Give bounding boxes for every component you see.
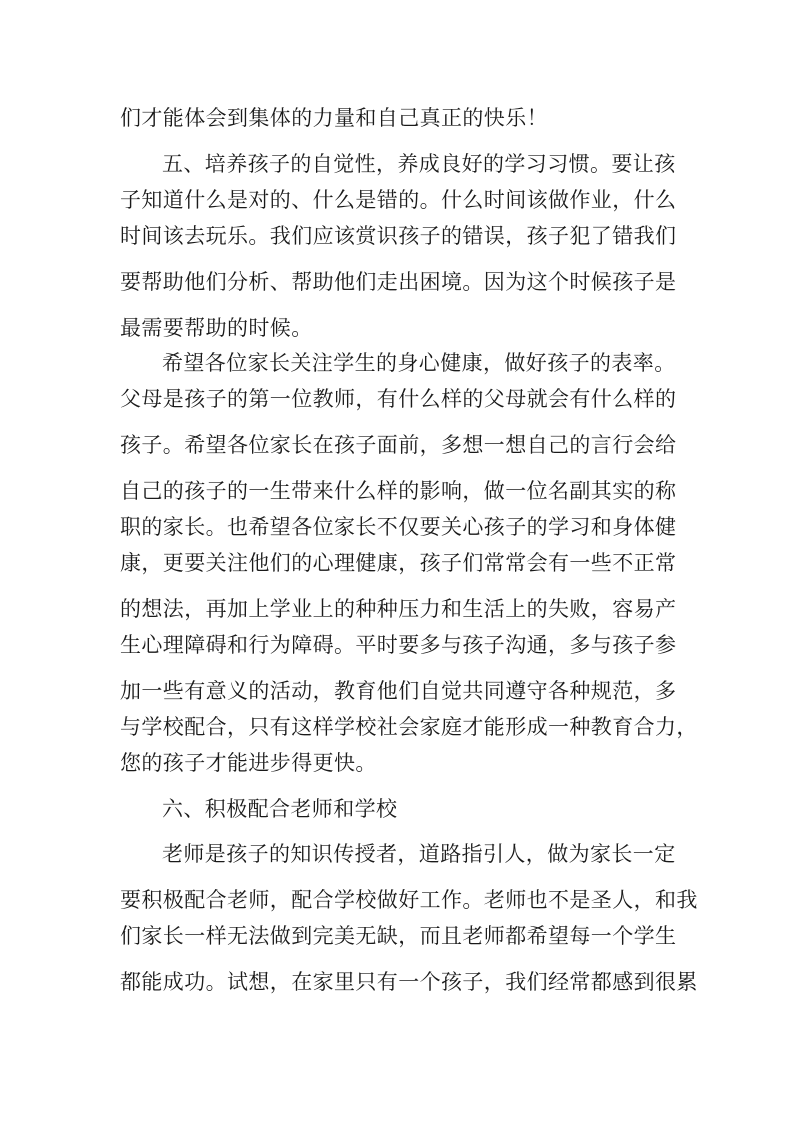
text-line: 父母是孩子的第一位教师，有什么样的父母就会有什么样的: [120, 387, 677, 411]
paragraph-start-line: 希望各位家长关注学生的身心健康，做好孩子的表率。: [162, 351, 676, 375]
text-line: 孩子。希望各位家长在孩子面前，多想一想自己的言行会给: [120, 433, 677, 457]
text-line: 职的家长。也希望各位家长不仅要关心孩子的学习和身体健: [120, 515, 677, 539]
text-line: 生心理障碍和行为障碍。平时要多与孩子沟通，多与孩子参: [120, 633, 677, 657]
text-line: 与学校配合，只有这样学校社会家庭才能形成一种教育合力，: [120, 715, 698, 739]
text-line: 要帮助他们分析、帮助他们走出困境。因为这个时候孩子是: [120, 270, 677, 294]
text-line: 都能成功。试想，在家里只有一个孩子，我们经常都感到很累: [120, 970, 698, 994]
text-line: 您的孩子才能进步得更快。: [120, 751, 377, 775]
text-line: 要积极配合老师，配合学校做好工作。老师也不是圣人，和我: [120, 888, 698, 912]
text-line: 康，更要关注他们的心理健康，孩子们常常会有一些不正常: [120, 551, 677, 575]
text-line: 自己的孩子的一生带来什么样的影响，做一位名副其实的称: [120, 479, 677, 503]
text-line: 的想法，再加上学业上的种种压力和生活上的失败，容易产: [120, 597, 677, 621]
text-line: 最需要帮助的时候。: [120, 316, 313, 340]
paragraph-start-line: 老师是孩子的知识传授者，道路指引人，做为家长一定: [162, 842, 676, 866]
section-five-heading-line: 五、培养孩子的自觉性，养成良好的学习习惯。要让孩: [162, 152, 676, 176]
text-line: 子知道什么是对的、什么是错的。什么时间该做作业，什么: [120, 188, 677, 212]
section-six-heading-line: 六、积极配合老师和学校: [162, 797, 398, 821]
text-line: 们才能体会到集体的力量和自己真正的快乐！: [120, 106, 548, 130]
text-line: 们家长一样无法做到完美无缺，而且老师都希望每一个学生: [120, 924, 677, 948]
text-line: 加一些有意义的活动，教育他们自觉共同遵守各种规范，多: [120, 679, 677, 703]
text-line: 时间该去玩乐。我们应该赏识孩子的错误，孩子犯了错我们: [120, 224, 677, 248]
